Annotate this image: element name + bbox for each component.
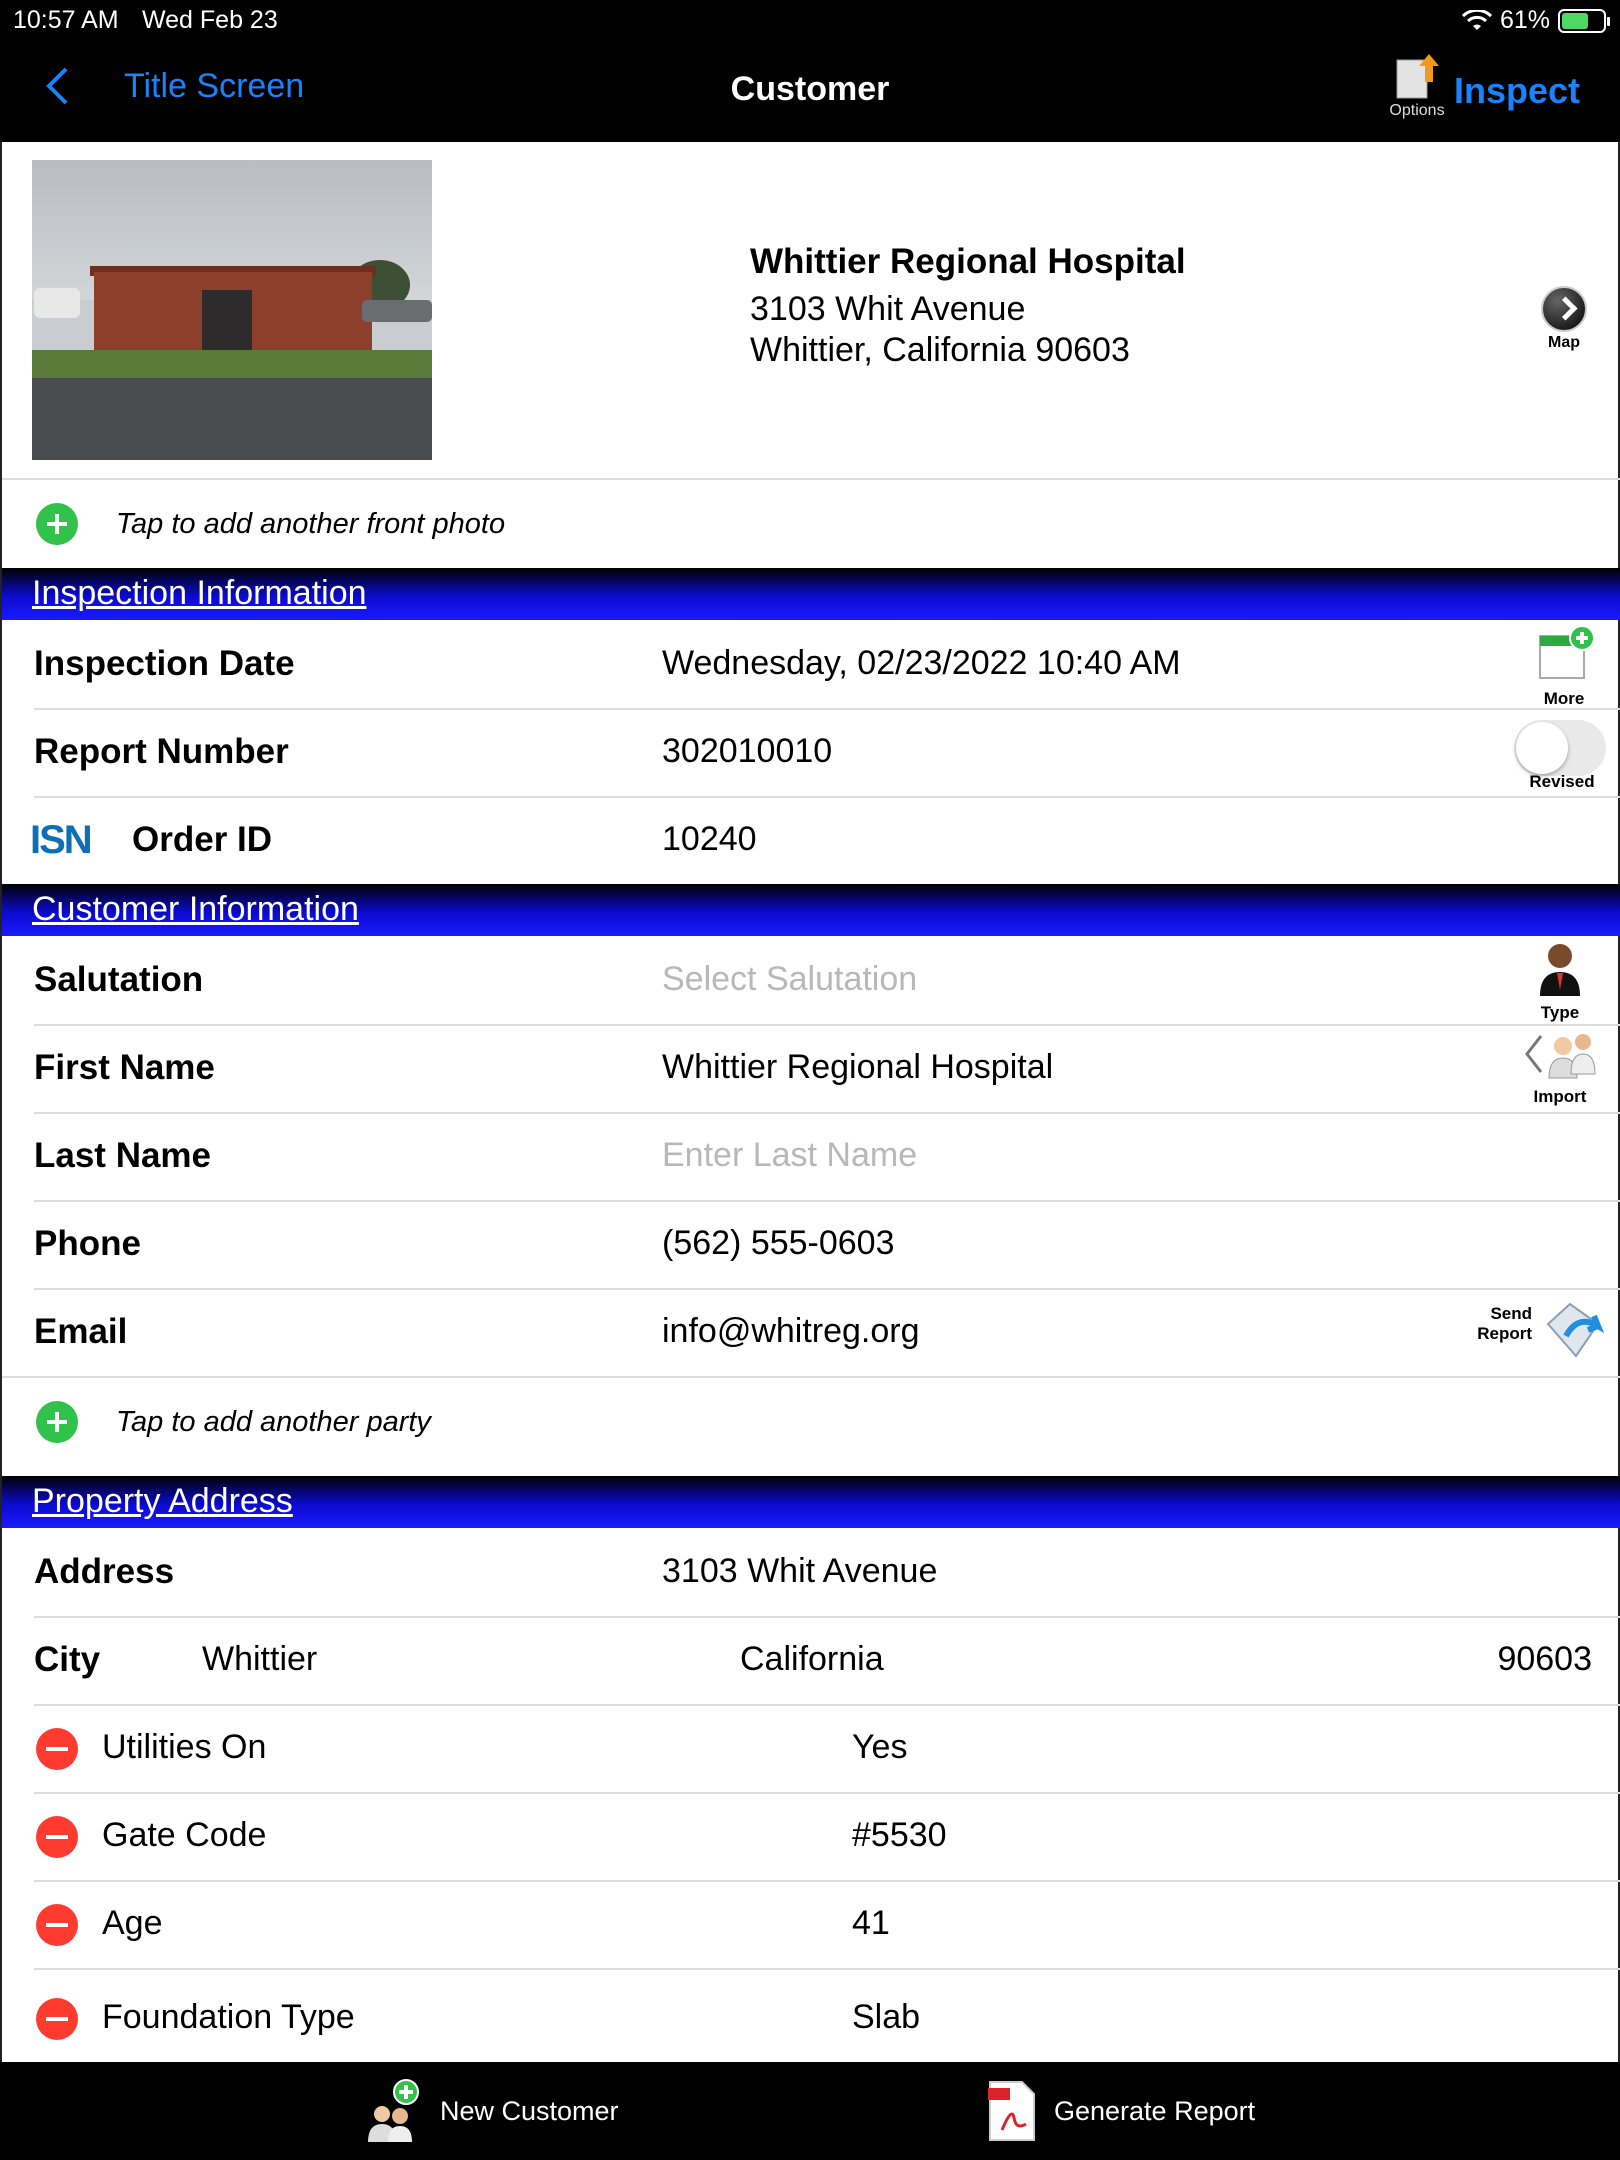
section-title[interactable]: Inspection Information [32, 574, 367, 612]
address-field[interactable]: 3103 Whit Avenue [662, 1552, 938, 1590]
inspection-date-label: Inspection Date [34, 644, 295, 683]
last-name-row[interactable] [2, 1112, 1620, 1200]
import-button[interactable] [1510, 1028, 1610, 1107]
state-field[interactable]: California [740, 1640, 884, 1678]
divider [34, 1968, 1620, 1970]
bottom-toolbar [0, 2062, 1620, 2160]
section-title[interactable]: Property Address [32, 1482, 293, 1520]
plus-circle-icon [36, 503, 78, 545]
map-label: Map [1548, 334, 1580, 351]
section-customer-information [2, 884, 1620, 936]
order-id-label: Order ID [132, 820, 273, 859]
first-name-row[interactable] [2, 1024, 1620, 1112]
first-name-field[interactable]: Whittier Regional Hospital [662, 1048, 1054, 1086]
age-row[interactable] [2, 1880, 1620, 1968]
city-label: City [34, 1640, 101, 1679]
isn-logo: ISN [30, 818, 91, 862]
report-number-value[interactable]: 302010010 [662, 732, 833, 770]
inspect-button[interactable]: Inspect [1453, 70, 1580, 111]
battery-icon [1558, 9, 1606, 33]
foundation-type-row[interactable] [2, 1974, 1620, 2062]
phone-field[interactable]: (562) 555-0603 [662, 1224, 895, 1262]
zip-field[interactable]: 90603 [1497, 1640, 1592, 1678]
minus-circle-icon[interactable] [36, 1904, 78, 1946]
last-name-field[interactable]: Enter Last Name [662, 1136, 918, 1174]
customer-name-heading: Whittier Regional Hospital [750, 242, 1186, 281]
minus-circle-icon[interactable] [36, 1728, 78, 1770]
address-label: Address [34, 1552, 175, 1591]
salutation-label: Salutation [34, 960, 204, 999]
address-row[interactable] [2, 1528, 1620, 1616]
section-property-address [2, 1476, 1620, 1528]
field-label: Utilities On [102, 1728, 267, 1766]
generate-report-button[interactable] [984, 2062, 1255, 2160]
salutation-select[interactable]: Select Salutation [662, 960, 918, 998]
first-name-label: First Name [34, 1048, 215, 1087]
order-id-row[interactable] [2, 796, 1620, 884]
new-customer-label: New Customer [440, 2095, 619, 2126]
more-label: More [1543, 689, 1585, 708]
header-address-line2: Whittier, California 90603 [750, 331, 1130, 369]
options-button[interactable] [1382, 50, 1452, 122]
send-label: Send [1490, 1304, 1532, 1323]
utilities-on-row[interactable] [2, 1704, 1620, 1792]
plus-circle-icon [36, 1401, 78, 1443]
map-arrow-icon [1541, 286, 1587, 332]
front-photo[interactable] [32, 160, 432, 460]
send-report-icon [1538, 1294, 1608, 1364]
import-people-icon [1515, 1028, 1605, 1082]
revised-label: Revised [1529, 772, 1595, 791]
order-id-value[interactable]: 10240 [662, 820, 757, 858]
minus-circle-icon[interactable] [36, 1816, 78, 1858]
options-upload-icon [1393, 50, 1441, 102]
phone-label: Phone [34, 1224, 141, 1263]
city-row[interactable] [2, 1616, 1620, 1704]
gate-code-row[interactable] [2, 1792, 1620, 1880]
field-value[interactable]: 41 [852, 1904, 890, 1942]
page-title: Customer [730, 70, 890, 108]
generate-report-label: Generate Report [1054, 2095, 1256, 2126]
calendar-add-icon [1534, 624, 1594, 684]
email-row[interactable] [2, 1288, 1620, 1376]
customer-sheet [0, 142, 1620, 2062]
email-label: Email [34, 1312, 128, 1351]
revised-toggle[interactable] [1514, 720, 1606, 776]
city-field[interactable]: Whittier [202, 1640, 318, 1678]
email-field[interactable]: info@whitreg.org [662, 1312, 920, 1350]
section-inspection-information [2, 568, 1620, 620]
phone-row[interactable] [2, 1200, 1620, 1288]
field-value[interactable]: Slab [852, 1998, 921, 2036]
report-number-label: Report Number [34, 732, 289, 771]
status-date: Wed Feb 23 [142, 6, 278, 34]
add-front-photo-row[interactable] [2, 480, 1620, 568]
status-time: 10:57 AM [13, 6, 119, 34]
report-label: Report [1477, 1324, 1532, 1343]
last-name-label: Last Name [34, 1136, 212, 1175]
salutation-row[interactable] [2, 936, 1620, 1024]
field-value[interactable]: #5530 [852, 1816, 947, 1854]
more-button[interactable] [1534, 624, 1594, 709]
header-address-line1: 3103 Whit Avenue [750, 290, 1026, 328]
minus-circle-icon[interactable] [36, 1998, 78, 2040]
report-number-row[interactable] [2, 708, 1620, 796]
field-label: Foundation Type [102, 1998, 355, 2036]
back-button-label: Title Screen [124, 66, 305, 105]
inspection-date-value[interactable]: Wednesday, 02/23/2022 10:40 AM [662, 644, 1181, 682]
pdf-icon [984, 2078, 1040, 2144]
type-button[interactable] [1530, 940, 1590, 1023]
send-report-button[interactable] [1468, 1298, 1618, 1368]
add-front-photo-text: Tap to add another front photo [116, 507, 506, 540]
options-label: Options [1389, 102, 1445, 119]
wifi-icon [1462, 10, 1492, 32]
type-label: Type [1540, 1003, 1580, 1022]
field-label: Gate Code [102, 1816, 267, 1854]
field-label: Age [102, 1904, 163, 1942]
add-party-text: Tap to add another party [116, 1405, 431, 1438]
new-customer-icon [360, 2078, 426, 2144]
status-indicators [1462, 6, 1606, 35]
map-button[interactable] [1536, 286, 1592, 352]
new-customer-button[interactable] [360, 2062, 619, 2160]
field-value[interactable]: Yes [852, 1728, 908, 1766]
person-icon [1532, 940, 1588, 998]
battery-percent: 61% [1499, 6, 1550, 34]
top-bar [0, 0, 1620, 142]
import-label: Import [1533, 1087, 1587, 1106]
inspection-date-row[interactable] [2, 620, 1620, 708]
section-title[interactable]: Customer Information [32, 890, 359, 928]
revised-caption [1522, 772, 1602, 792]
add-party-row[interactable] [2, 1378, 1620, 1466]
